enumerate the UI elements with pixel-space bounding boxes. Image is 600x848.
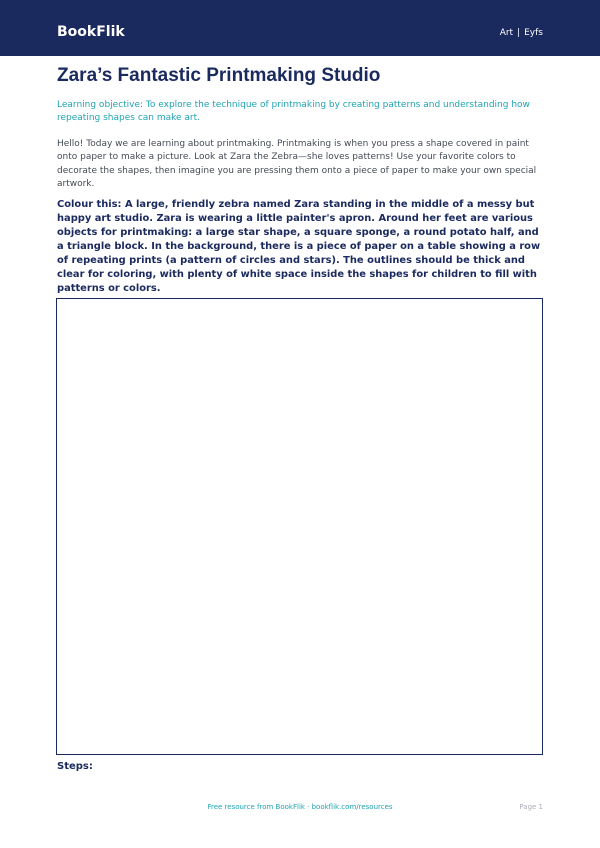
level-label: Eyfs: [524, 28, 543, 38]
page-title: Zara’s Fantastic Printmaking Studio: [57, 65, 381, 86]
colouring-prompt: Colour this: A large, friendly zebra named Zara standing in the middle of a messy but happy art studio. Zara is wearing a little painter's apron. Around her feet are various objects for printmaking: a large star shape, a square sponge, a round potato half, and a triangle block. In the background, there is a piece of paper on a table showing a row of repeating prints (a pattern of circles and stars). The outlines should be thick and clear for coloring, with plenty of white space inside the shapes for children to fill with patterns or colors.: [57, 199, 541, 294]
steps-heading: Steps:: [57, 761, 93, 772]
breadcrumb-separator: |: [517, 28, 521, 38]
category-breadcrumb: [500, 27, 543, 39]
intro-paragraph: Hello! Today we are learning about printmaking. Printmaking is when you press a shape covered in paint onto paper to make a picture. Look at Zara the Zebra—she loves patterns! Use your favorite colors to decorate the shapes, then imagine you are pressing them onto a piece of paper to make your own special artwork.: [57, 139, 537, 189]
subject-label: Art: [499, 28, 514, 38]
brand-logo[interactable]: BookFlik: [57, 24, 125, 40]
header-bar: [0, 0, 600, 56]
learning-objective: Learning objective: To explore the technique of printmaking by creating patterns and understanding how repeating shapes can make art.: [57, 100, 530, 123]
footer-resource-link[interactable]: Free resource from BookFlik · bookflik.com/resources: [207, 803, 393, 811]
page-number: Page 1: [519, 803, 543, 811]
drawing-area[interactable]: [56, 298, 543, 755]
